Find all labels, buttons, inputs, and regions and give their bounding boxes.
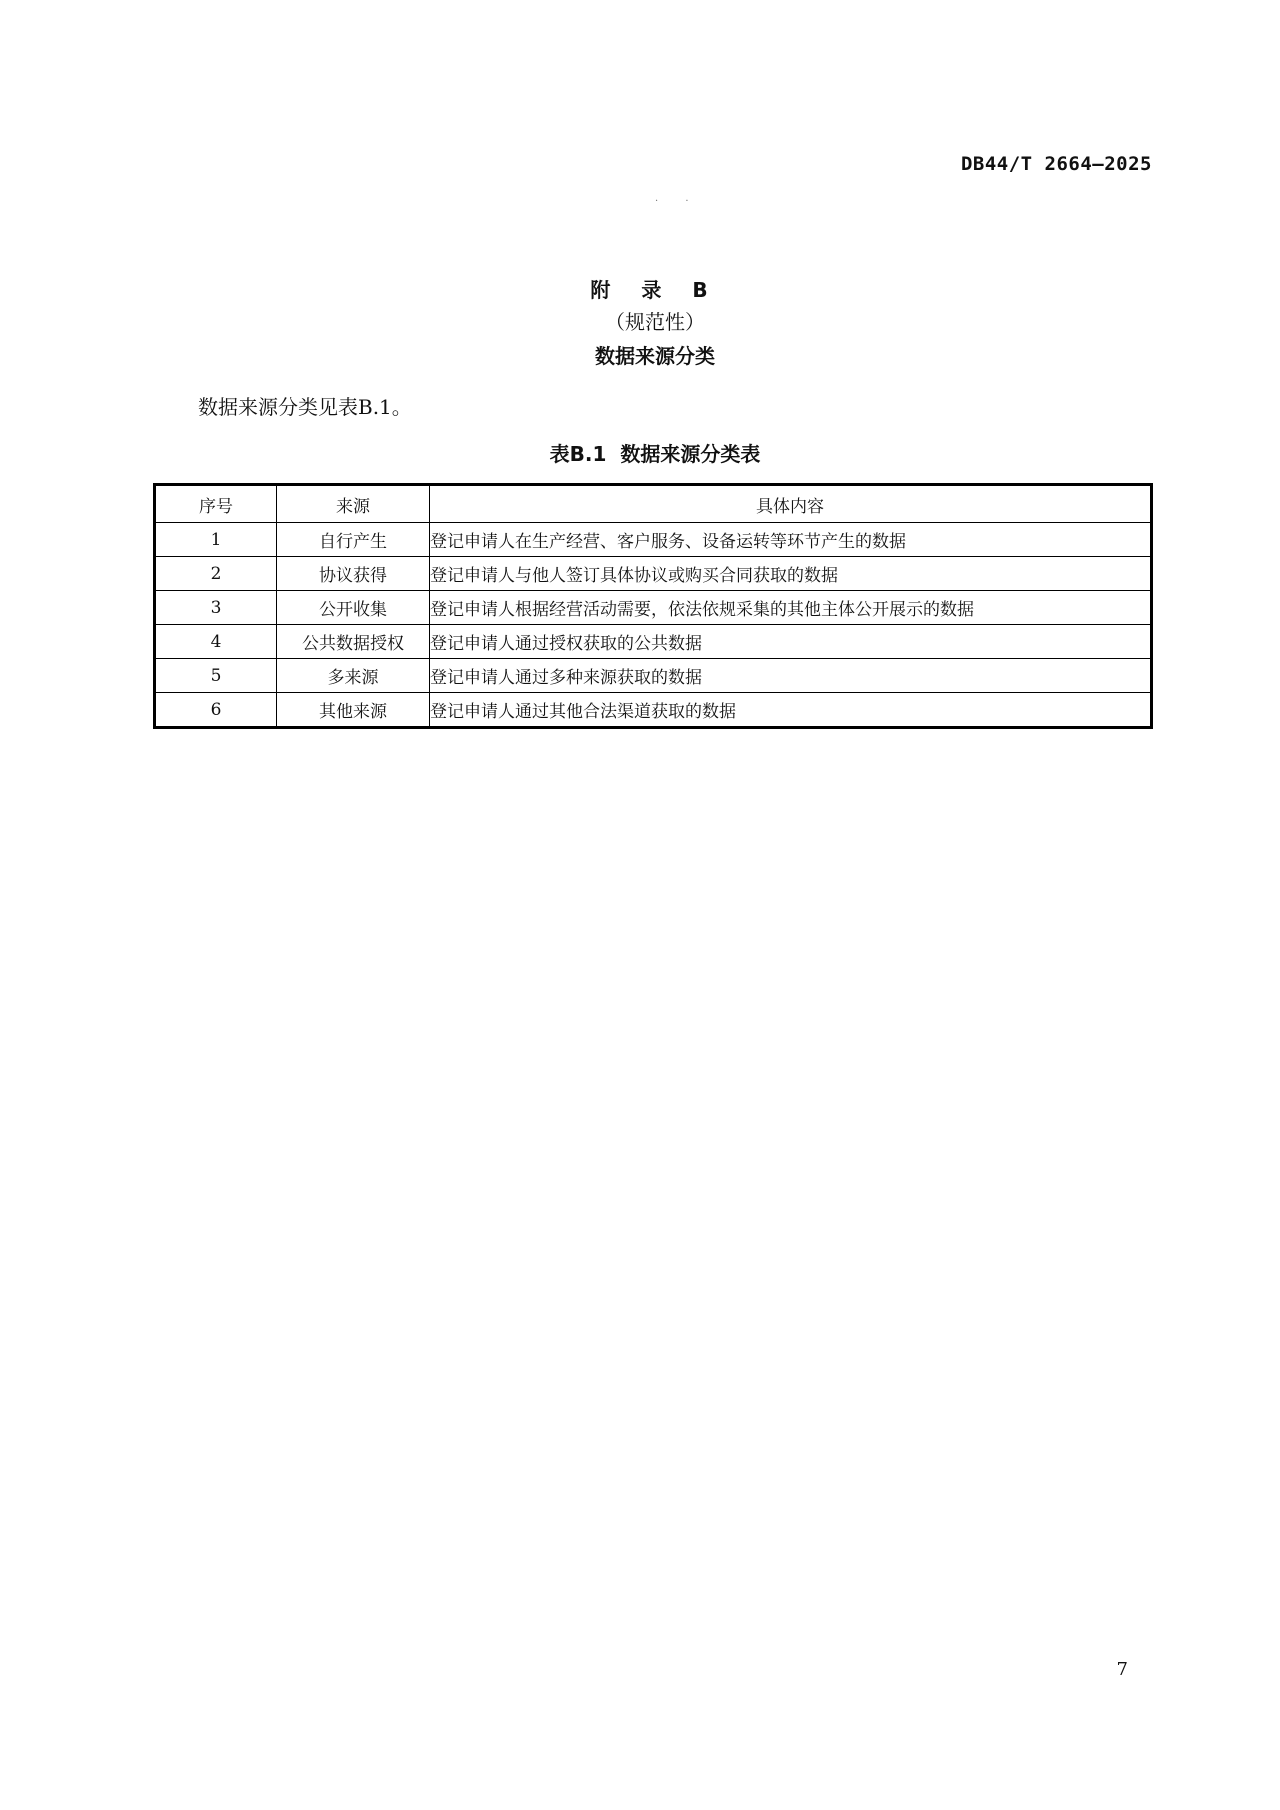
cell-number: 3 xyxy=(155,591,277,625)
page-number: 7 xyxy=(1116,1659,1128,1680)
cell-content: 登记申请人通过其他合法渠道获取的数据 xyxy=(430,693,1152,728)
intro-paragraph: 数据来源分类见表B.1。 xyxy=(198,395,412,419)
cell-number: 1 xyxy=(155,523,277,557)
header-cell-source: 来源 xyxy=(277,485,430,523)
appendix-title: 数据来源分类 xyxy=(595,344,715,368)
header-cell-number: 序号 xyxy=(155,485,277,523)
table-caption: 表B.1 数据来源分类表 xyxy=(549,442,761,466)
data-source-table xyxy=(153,483,1153,729)
cell-source: 公共数据授权 xyxy=(277,625,430,659)
cell-content: 登记申请人与他人签订具体协议或购买合同获取的数据 xyxy=(430,557,1152,591)
header-cell-content: 具体内容 xyxy=(430,485,1152,523)
document-code: DB44/T 2664—2025 xyxy=(960,153,1152,175)
cell-source: 协议获得 xyxy=(277,557,430,591)
cell-content: 登记申请人通过多种来源获取的数据 xyxy=(430,659,1152,693)
cell-source: 其他来源 xyxy=(277,693,430,728)
table-row xyxy=(155,625,1152,659)
table-header-row xyxy=(155,485,1152,523)
appendix-type: （规范性） xyxy=(605,310,705,334)
cell-content: 登记申请人根据经营活动需要，依法依规采集的其他主体公开展示的数据 xyxy=(430,591,1152,625)
cell-content: 登记申请人通过授权获取的公共数据 xyxy=(430,625,1152,659)
cell-content: 登记申请人在生产经营、客户服务、设备运转等环节产生的数据 xyxy=(430,523,1152,557)
cell-number: 4 xyxy=(155,625,277,659)
table-row xyxy=(155,693,1152,728)
table-row xyxy=(155,523,1152,557)
cell-number: 6 xyxy=(155,693,277,728)
cell-number: 5 xyxy=(155,659,277,693)
cell-source: 多来源 xyxy=(277,659,430,693)
cell-source: 自行产生 xyxy=(277,523,430,557)
cell-source: 公开收集 xyxy=(277,591,430,625)
appendix-label: 附 录 B xyxy=(590,278,720,302)
table-row xyxy=(155,591,1152,625)
header-marks: · · xyxy=(655,196,701,207)
table-row xyxy=(155,659,1152,693)
table-row xyxy=(155,557,1152,591)
cell-number: 2 xyxy=(155,557,277,591)
